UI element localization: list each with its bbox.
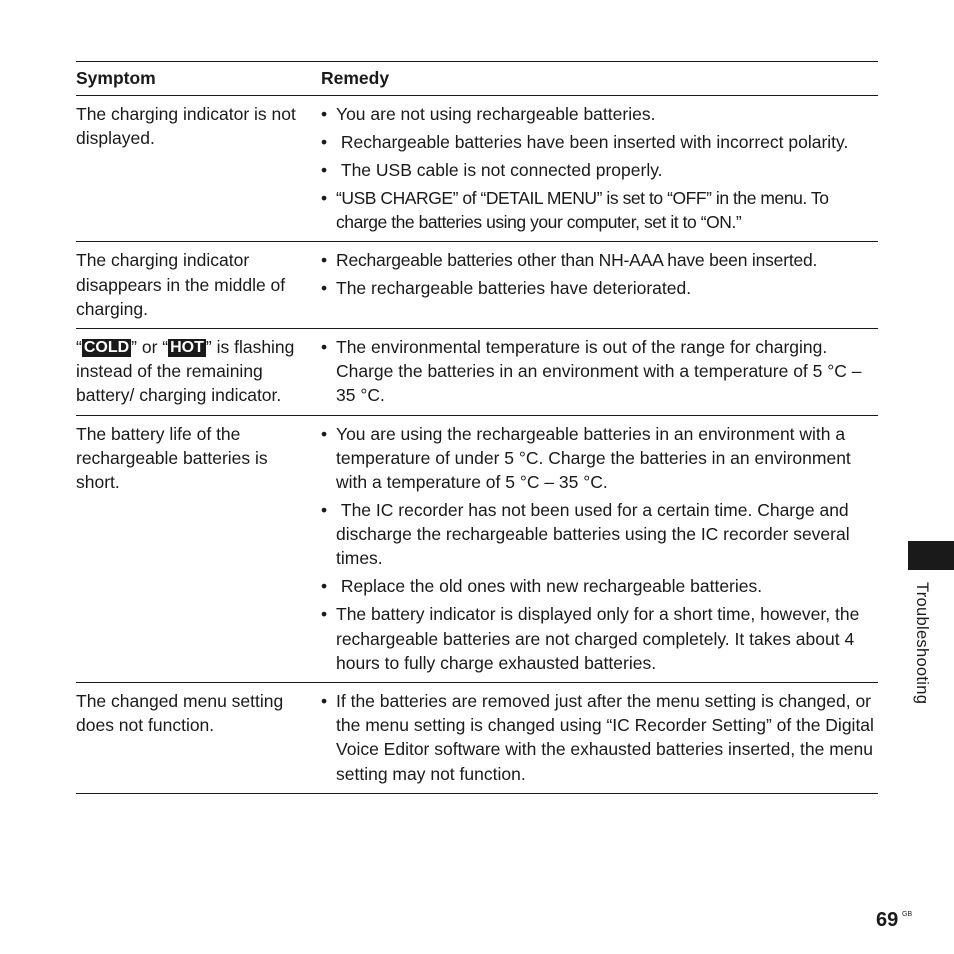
bullet-icon: •: [321, 250, 327, 271]
bullet-icon: •: [321, 604, 328, 625]
remedy-text: You are not using rechargeable batteries.: [336, 104, 656, 124]
bullet-icon: •: [321, 576, 328, 597]
bullet-icon: •: [321, 500, 328, 521]
remedy-item: [321, 248, 878, 272]
table-row: [76, 329, 878, 416]
section-tab-marker: [908, 541, 954, 570]
table-row: [76, 416, 878, 683]
remedy-text: The rechargeable batteries have deteriorated.: [336, 278, 692, 299]
bullet-icon: •: [321, 423, 328, 444]
remedy-column-header: Remedy: [321, 68, 390, 88]
remedy-list: [321, 689, 878, 786]
remedy-text: The USB cable is not connected properly.: [336, 160, 663, 180]
remedy-item: [321, 498, 878, 571]
remedy-item: [321, 335, 878, 408]
remedy-text: “USB CHARGE” of “DETAIL MENU” is set to “OFF” in the menu. To charge the batteries using your computer, set it to “ON.”: [336, 188, 829, 233]
table-row: [76, 96, 878, 242]
bullet-icon: •: [321, 188, 327, 208]
remedy-item: [321, 276, 878, 300]
page-number: 69: [876, 909, 899, 931]
bullet-icon: •: [321, 132, 328, 152]
table-row: [76, 683, 878, 793]
remedy-text: The environmental temperature is out of the range for charging. Charge the batteries in an environment with a temperature of 5 °C – 35 °C.: [336, 337, 862, 406]
table-row: [76, 242, 878, 329]
remedy-list: [321, 422, 878, 675]
remedy-item: [321, 602, 878, 675]
remedy-item: [321, 158, 878, 182]
remedy-text: Replace the old ones with new rechargeable batteries.: [336, 576, 763, 597]
bullet-icon: •: [321, 104, 328, 124]
remedy-text: The battery indicator is displayed only for a short time, however, the rechargeable batteries are not charged completely. It takes about 4 hours to fully charge exhausted batteries.: [336, 604, 860, 673]
remedy-item: [321, 689, 878, 786]
remedy-text: If the batteries are removed just after the menu setting is changed, or the menu setting is changed using “IC Recorder Setting” of the Digital Voice Editor software with the exhausted batteries inserted, the menu setting may not function.: [336, 691, 874, 784]
symptom-cell: The charging indicator is not displayed.: [76, 104, 296, 149]
table-header: [76, 62, 878, 96]
quote-open: “: [76, 337, 82, 358]
remedy-text: You are using the rechargeable batteries in an environment with a temperature of under 5 °C. Charge the batteries in an environment with a temperature of 5 °C – 35 °C.: [336, 423, 851, 493]
hot-indicator-icon: HOT: [170, 339, 204, 357]
bullet-icon: •: [321, 160, 328, 180]
symptom-text: ” is flashing instead of the remaining battery/ charging indicator.: [76, 337, 295, 406]
symptom-cell: [76, 335, 321, 408]
remedy-text: Rechargeable batteries other than NH-AAA have been inserted.: [336, 250, 818, 271]
remedy-item: [321, 186, 878, 234]
symptom-cell: The changed menu setting does not function.: [76, 691, 284, 736]
remedy-list: [321, 102, 878, 234]
bullet-icon: •: [321, 278, 328, 299]
symptom-column-header: Symptom: [76, 68, 156, 88]
page-number-suffix: GB: [902, 911, 913, 918]
symptom-cell: The battery life of the rechargeable batteries is short.: [76, 423, 268, 493]
remedy-text: Rechargeable batteries have been inserted with incorrect polarity.: [336, 132, 849, 152]
remedy-list: [321, 248, 878, 321]
troubleshooting-table: [76, 61, 878, 794]
remedy-list: [321, 335, 878, 408]
bullet-icon: •: [321, 337, 328, 358]
remedy-text: The IC recorder has not been used for a certain time. Charge and discharge the rechargeable batteries using the IC recorder several times.: [336, 500, 855, 569]
remedy-item: [321, 102, 878, 126]
section-label: Troubleshooting: [913, 582, 931, 705]
quote-mid: ” or “: [131, 337, 169, 358]
bullet-icon: •: [321, 691, 328, 712]
cold-indicator-icon: COLD: [83, 339, 130, 357]
remedy-item: [321, 574, 878, 598]
symptom-cell: The charging indicator disappears in the middle of charging.: [76, 250, 286, 319]
remedy-item: [321, 130, 878, 154]
remedy-item: [321, 422, 878, 495]
